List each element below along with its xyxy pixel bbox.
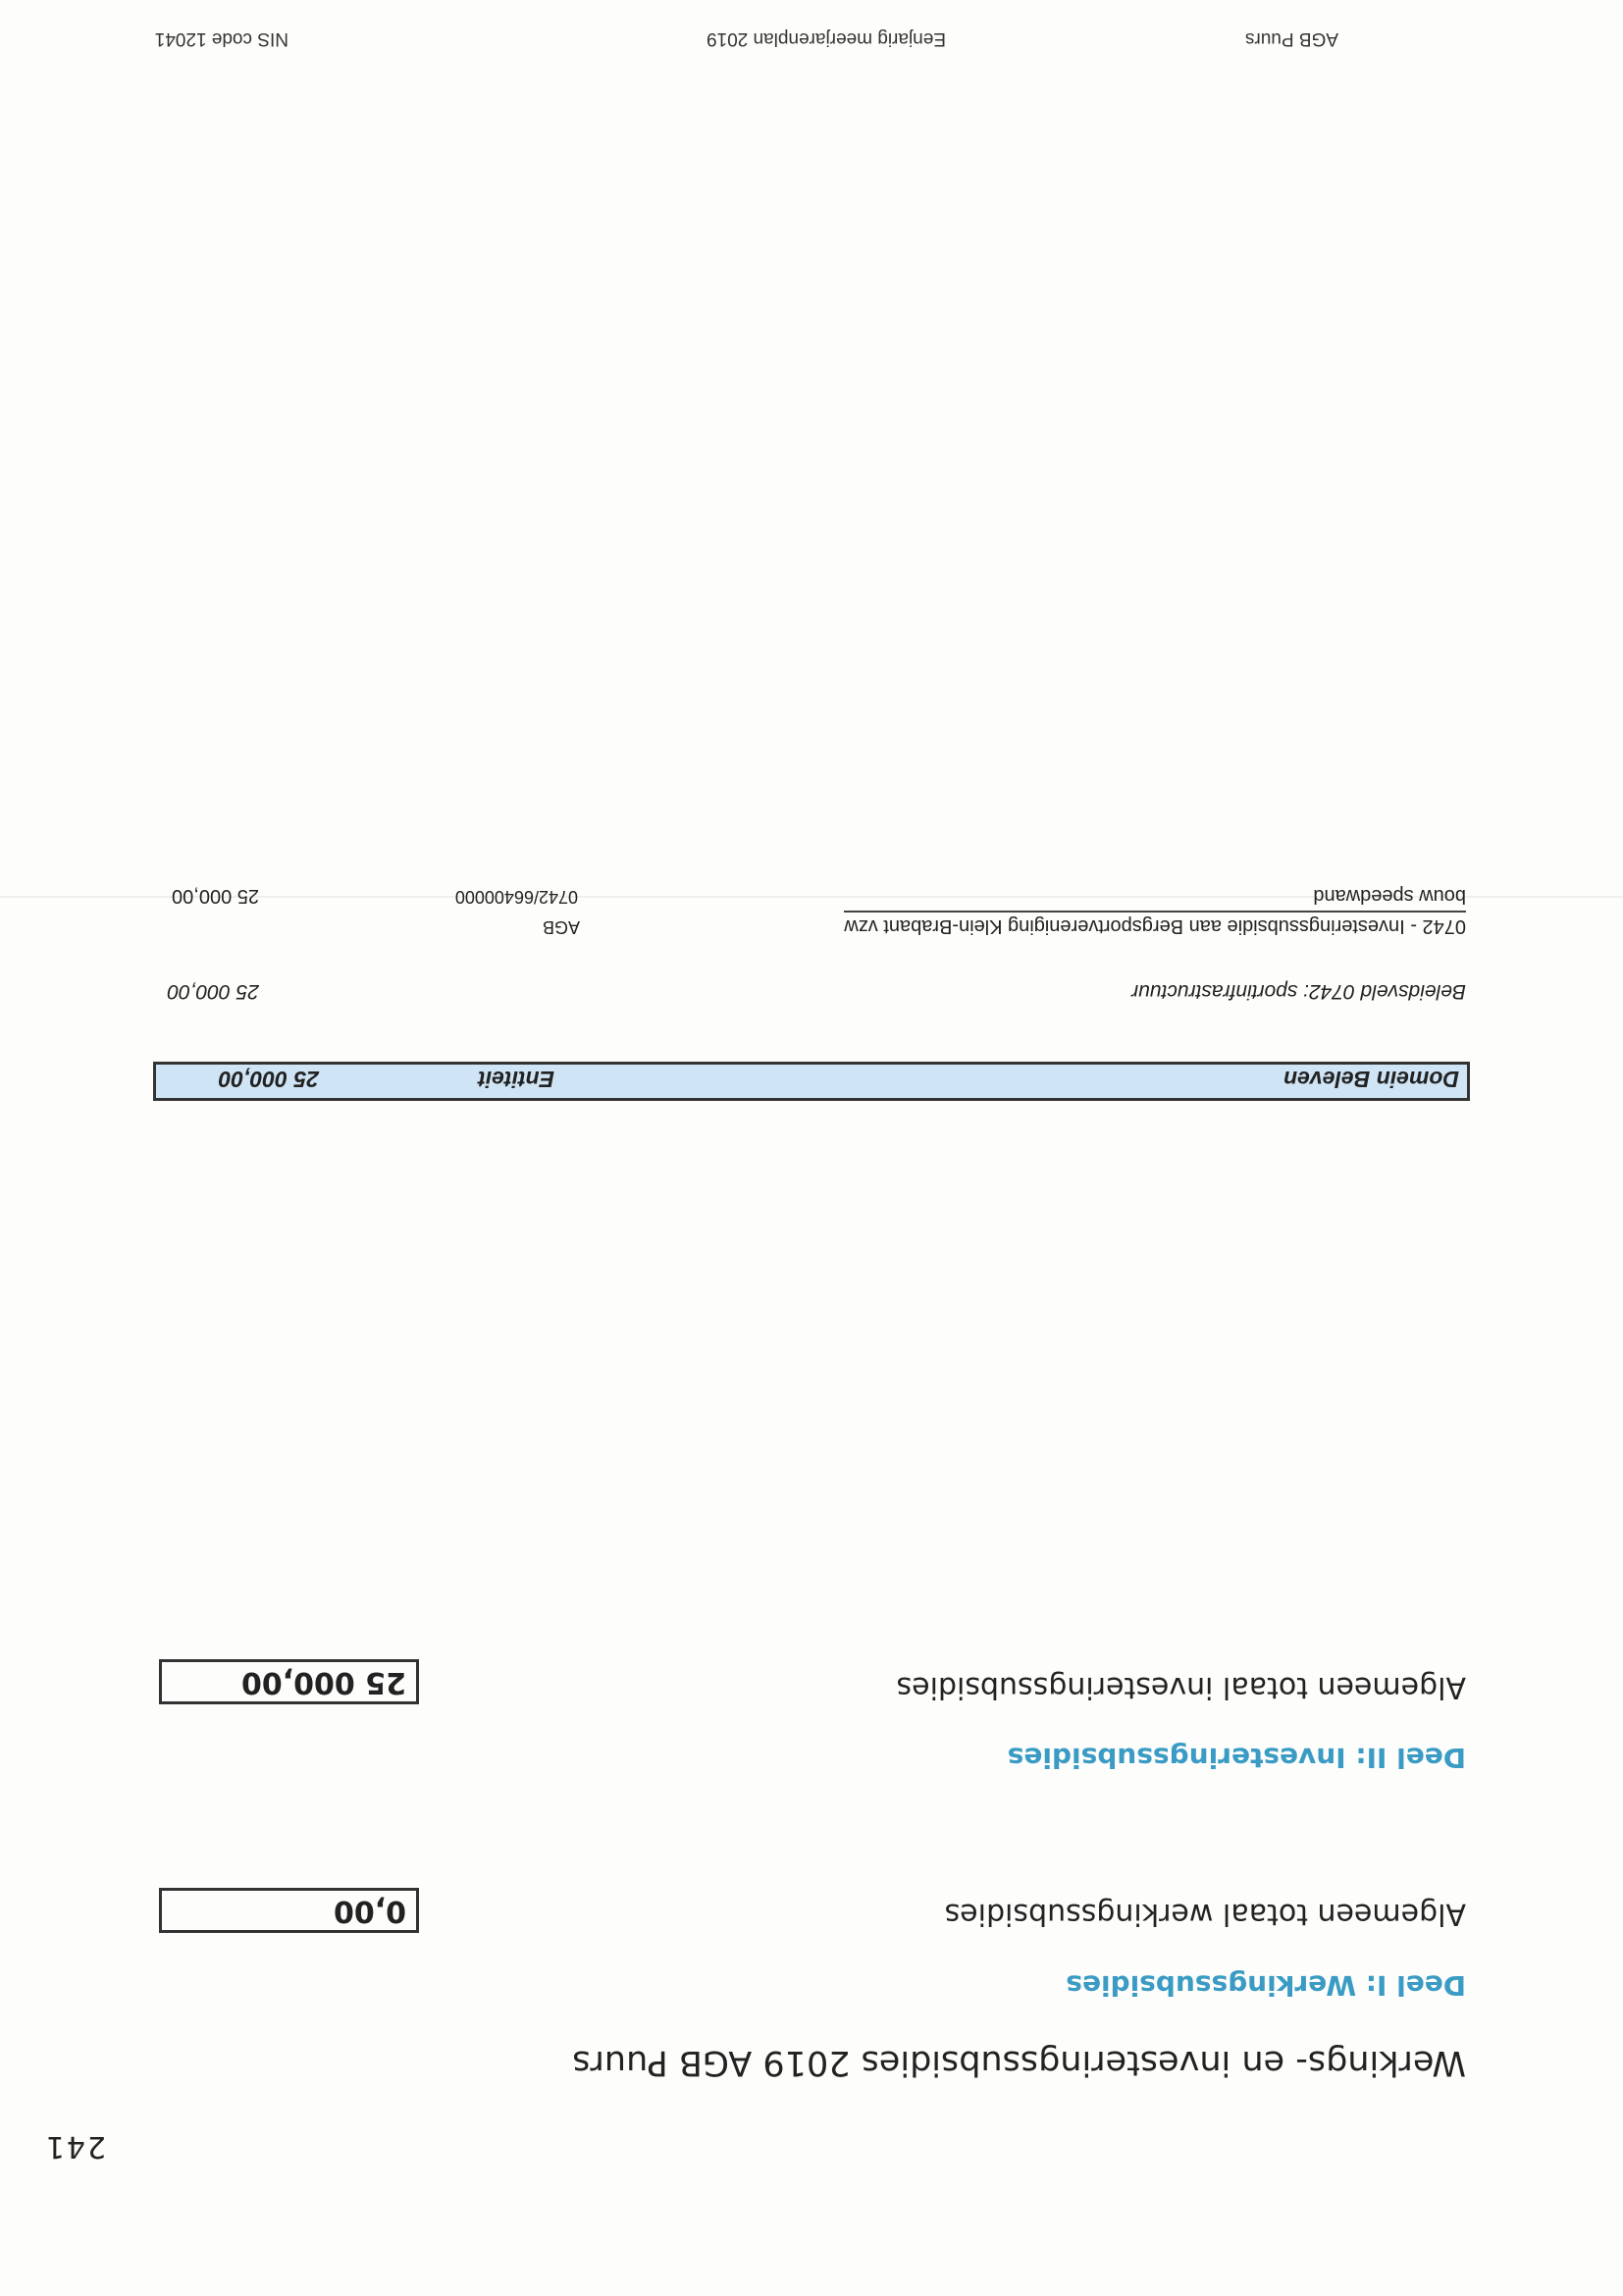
header-nis-code: NIS code 12041 bbox=[154, 28, 288, 49]
policy-field-amount: 25 000,00 bbox=[167, 980, 259, 1003]
domain-bar bbox=[153, 1062, 1470, 1101]
policy-field-label: Beleidsveld 0742: sportinfrastructuur bbox=[1131, 980, 1466, 1003]
section-heading-werkingssubsidies: Deel I: Werkingssubsidies bbox=[1066, 1969, 1466, 2002]
subsidy-item-amount: 25 000,00 bbox=[172, 885, 259, 907]
domain-amount: 25 000,00 bbox=[218, 1067, 319, 1092]
subsidy-item-code: 0742/66400000 bbox=[454, 887, 578, 907]
handwritten-page-number: 241 bbox=[43, 2129, 106, 2164]
document-title: Werkings- en investeringssubsidies 2019 AGB Puurs bbox=[572, 2043, 1466, 2082]
subsidy-item-entity: AGB bbox=[542, 917, 580, 937]
total-label-werkingssubsidies: Algemeen totaal werkingssubsidies bbox=[944, 1897, 1466, 1931]
subsidy-item-description: bouw speedwand bbox=[1313, 885, 1466, 907]
total-label-investeringssubsidies: Algemeen totaal investeringssubsidies bbox=[896, 1670, 1466, 1704]
domain-entity-label: Entiteit bbox=[478, 1067, 554, 1092]
total-value-werkingssubsidies: 0,00 bbox=[159, 1888, 419, 1933]
section-heading-investeringssubsidies: Deel II: Investeringssubsidies bbox=[1007, 1742, 1466, 1774]
total-value-investeringssubsidies: 25 000,00 bbox=[159, 1659, 419, 1704]
header-plan-title: Eenjarig meerjarenplan 2019 bbox=[707, 28, 946, 49]
subsidy-item-title: 0742 - Investeringssubsidie aan Bergsportvereniging Klein-Brabant vzw bbox=[844, 911, 1466, 937]
header-entity: AGB Puurs bbox=[1244, 28, 1338, 49]
domain-label: Domein Beleven bbox=[1283, 1067, 1459, 1092]
